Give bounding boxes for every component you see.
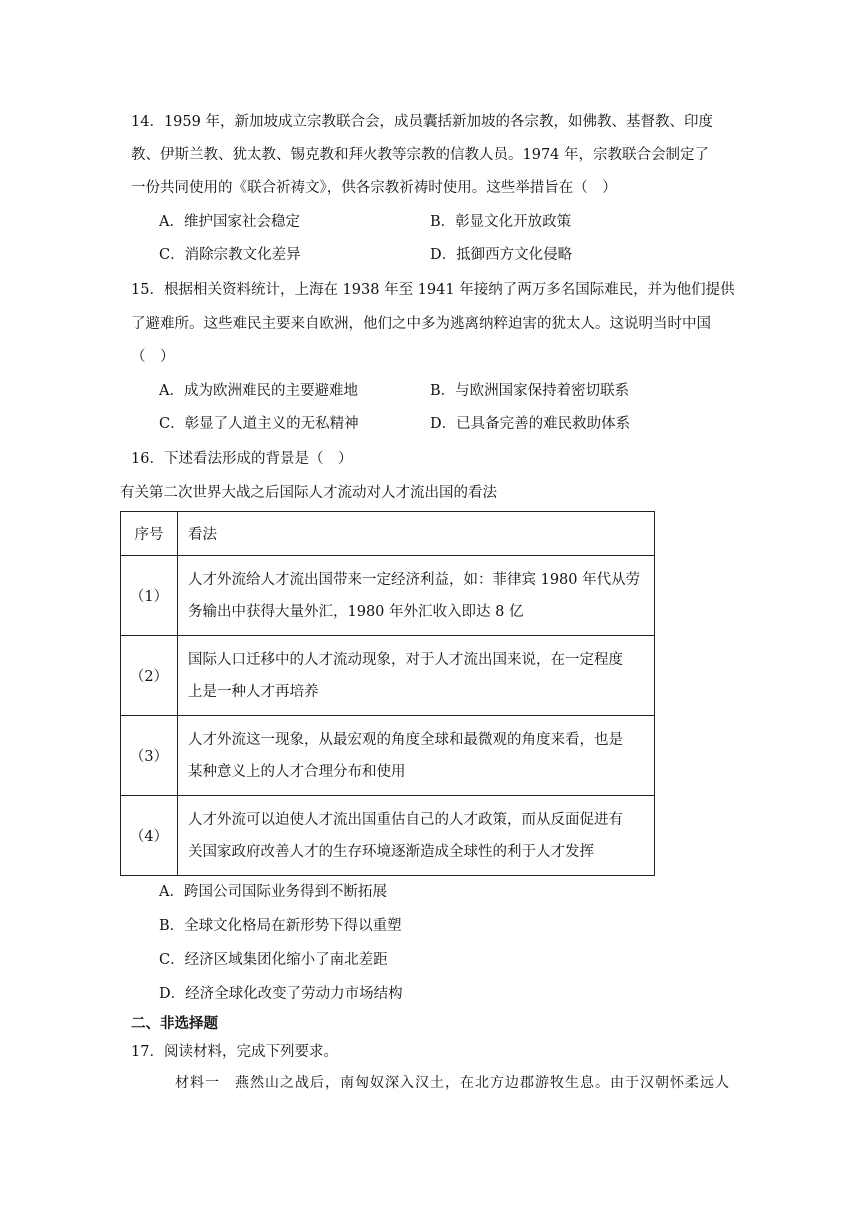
q14-option-c[interactable]: C．消除宗教文化差异 <box>159 247 301 263</box>
table-row-text-line: 上是一种人才再培养 <box>188 683 319 700</box>
q15-stem-line-1: 15．根据相关资料统计，上海在 1938 年至 1941 年接纳了两万多名国际难民，并为他们提供 <box>131 282 735 298</box>
q16-views-table <box>120 511 655 876</box>
table-header-view: 看法 <box>178 512 655 556</box>
q14-stem-line-1: 14．1959 年，新加坡成立宗教联合会，成员囊括新加坡的各宗教，如佛教、基督教、印度 <box>131 114 713 130</box>
table-row-num: （3） <box>121 716 178 796</box>
table-row-num: （1） <box>121 556 178 636</box>
q14-option-a[interactable]: A．维护国家社会稳定 <box>159 214 300 230</box>
table-row-text-line: 关国家政府改善人才的生存环境逐渐造成全球性的利于人才发挥 <box>188 843 594 860</box>
q14-stem-line-3: 一份共同使用的《联合祈祷文》，供各宗教祈祷时使用。这些举措旨在（ ） <box>131 180 617 196</box>
q15-stem-line-2: 了避难所。这些难民主要来自欧洲，他们之中多为逃离纳粹迫害的犹太人。这说明当时中国 <box>131 316 711 332</box>
section-heading: 二、非选择题 <box>131 1015 218 1032</box>
table-row-num: （2） <box>121 636 178 716</box>
q16-table-title: 有关第二次世界大战之后国际人才流动对人才流出国的看法 <box>120 485 497 501</box>
q15-stem-line-3: （ ） <box>131 349 175 365</box>
q15-option-b[interactable]: B．与欧洲国家保持着密切联系 <box>430 383 630 399</box>
table-row-text <box>178 796 655 876</box>
table-row-text <box>178 556 655 636</box>
table-row <box>121 556 655 636</box>
q16-option-d[interactable]: D．经济全球化改变了劳动力市场结构 <box>159 986 403 1002</box>
table-header-row <box>121 512 655 556</box>
table-row-text-line: 人才外流给人才流出国带来一定经济利益，如：菲律宾 1980 年代从劳 <box>188 571 641 588</box>
table-row-num: （4） <box>121 796 178 876</box>
table-row-text-line: 人才外流可以迫使人才流出国重估自己的人才政策，而从反面促进有 <box>188 811 623 828</box>
table-row <box>121 636 655 716</box>
q14-stem-line-2: 教、伊斯兰教、犹太教、锡克教和拜火教等宗教的信教人员。1974 年，宗教联合会制定了 <box>131 147 710 163</box>
q16-option-b[interactable]: B．全球文化格局在新形势下得以重塑 <box>159 918 402 934</box>
table-row <box>121 716 655 796</box>
table-row-text-line: 国际人口迁移中的人才流动现象，对于人才流出国来说，在一定程度 <box>188 651 623 668</box>
q14-option-b[interactable]: B．彰显文化开放政策 <box>430 214 572 230</box>
table-row-text <box>178 636 655 716</box>
table-row-text-line: 人才外流这一现象，从最宏观的角度全球和最微观的角度来看，也是 <box>188 731 623 748</box>
q17-material-1: 材料一 燕然山之战后，南匈奴深入汉土，在北方边郡游牧生息。由于汉朝怀柔远人 <box>175 1075 730 1091</box>
q16-stem: 16．下述看法形成的背景是（ ） <box>131 451 353 467</box>
q15-option-d[interactable]: D．已具备完善的难民救助体系 <box>430 416 631 432</box>
q15-option-c[interactable]: C．彰显了人道主义的无私精神 <box>159 416 359 432</box>
q14-option-d[interactable]: D．抵御西方文化侵略 <box>430 247 573 263</box>
q15-option-a[interactable]: A．成为欧洲难民的主要避难地 <box>159 383 358 399</box>
table-row-text <box>178 716 655 796</box>
q17-stem: 17．阅读材料，完成下列要求。 <box>131 1044 338 1060</box>
table-row-text-line: 某种意义上的人才合理分布和使用 <box>188 763 406 780</box>
q16-option-c[interactable]: C．经济区域集团化缩小了南北差距 <box>159 952 388 968</box>
table-header-num: 序号 <box>121 512 178 556</box>
table-row <box>121 796 655 876</box>
table-row-text-line: 务输出中获得大量外汇，1980 年外汇收入即达 8 亿 <box>188 603 524 620</box>
q16-option-a[interactable]: A．跨国公司国际业务得到不断拓展 <box>159 884 387 900</box>
